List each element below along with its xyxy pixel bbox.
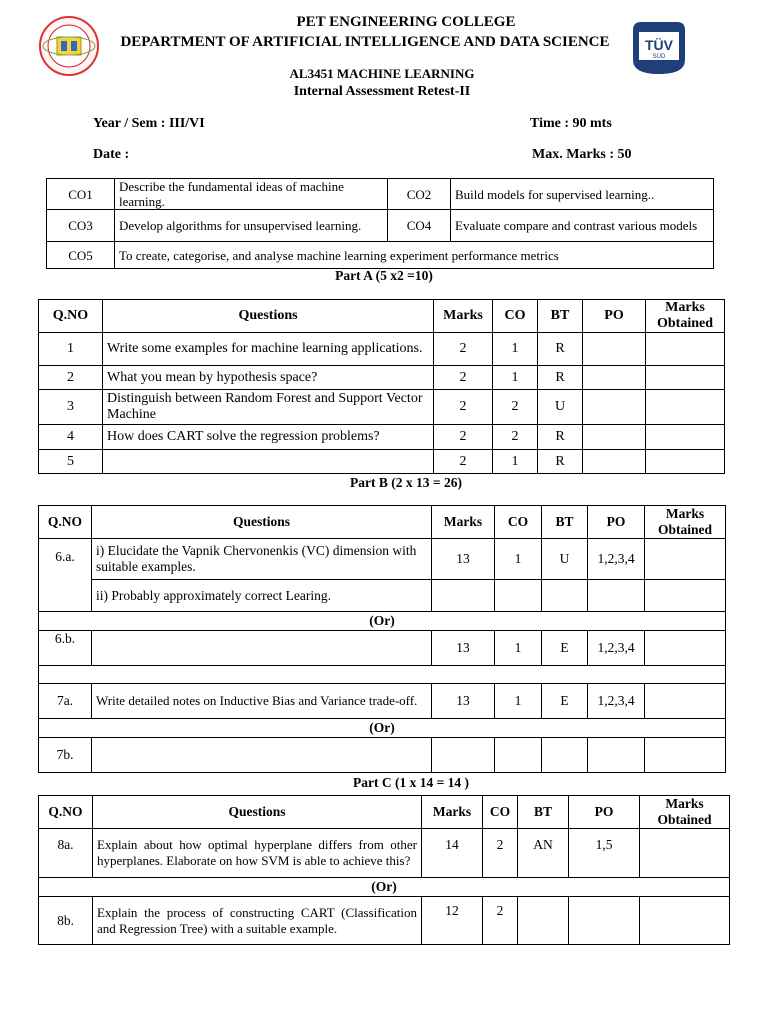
marks	[432, 738, 495, 773]
qno: 8b.	[39, 897, 93, 945]
co: 2	[493, 425, 538, 450]
empty-cell	[645, 580, 726, 612]
col-questions: Questions	[93, 796, 422, 829]
col-bt: BT	[542, 506, 588, 539]
co: 1	[495, 539, 542, 580]
max-marks: Max. Marks : 50	[532, 147, 632, 162]
co-code: CO4	[388, 210, 451, 242]
marks: 2	[434, 450, 493, 474]
po: 1,5	[569, 829, 640, 878]
co: 1	[495, 684, 542, 719]
table-row	[39, 425, 725, 450]
bt: E	[542, 631, 588, 666]
table-row	[39, 539, 726, 580]
col-bt: BT	[518, 796, 569, 829]
col-questions: Questions	[92, 506, 432, 539]
po	[583, 333, 646, 366]
co: 1	[493, 366, 538, 390]
col-po: PO	[583, 300, 646, 333]
po	[583, 450, 646, 474]
college-logo	[38, 15, 100, 77]
table-row	[39, 333, 725, 366]
question	[103, 450, 434, 474]
course-title: AL3451 MACHINE LEARNING	[289, 66, 475, 81]
qno: 7a.	[39, 684, 92, 719]
col-po: PO	[569, 796, 640, 829]
col-qno: Q.NO	[39, 300, 103, 333]
or-separator: (Or)	[39, 878, 730, 897]
part-c-title: Part C (1 x 14 = 14 )	[352, 775, 470, 790]
co-code: CO1	[47, 179, 115, 210]
col-co: CO	[493, 300, 538, 333]
col-questions: Questions	[103, 300, 434, 333]
table-row	[39, 390, 725, 425]
col-marks: Marks	[432, 506, 495, 539]
po: 1,2,3,4	[588, 539, 645, 580]
question: Write some examples for machine learning applications.	[103, 333, 434, 366]
part-a-table	[38, 299, 725, 474]
co-code: CO2	[388, 179, 451, 210]
spacer-row	[39, 666, 726, 684]
bt: R	[538, 425, 583, 450]
marks-obtained-cell	[645, 631, 726, 666]
qno: 3	[39, 390, 103, 425]
time: Time : 90 mts	[530, 116, 612, 131]
col-qno: Q.NO	[39, 796, 93, 829]
po	[569, 897, 640, 945]
or-separator: (Or)	[39, 719, 726, 738]
marks-obtained-cell	[646, 450, 725, 474]
marks: 2	[434, 390, 493, 425]
qno: 4	[39, 425, 103, 450]
co: 2	[483, 897, 518, 945]
co-text: Evaluate compare and contrast various models	[451, 210, 714, 242]
question: Explain about how optimal hyperplane differs from other hyperplanes. Elaborate on how SVM is able to achieve this?	[93, 829, 422, 878]
co-text: Develop algorithms for unsupervised learning.	[115, 210, 388, 242]
co: 2	[483, 829, 518, 878]
co-text: Build models for supervised learning..	[451, 179, 714, 210]
question: Distinguish between Random Forest and Support Vector Machine	[103, 390, 434, 425]
department-name: DEPARTMENT OF ARTIFICIAL INTELLIGENCE AND DATA SCIENCE	[120, 34, 610, 50]
table-row	[39, 738, 726, 773]
table-row	[39, 684, 726, 719]
college-name: PET ENGINEERING COLLEGE	[296, 14, 516, 30]
table-row	[39, 897, 730, 945]
question: ii) Probably approximately correct Learing.	[92, 580, 432, 612]
co	[495, 738, 542, 773]
year-sem: Year / Sem : III/VI	[93, 116, 205, 131]
part-b-table	[38, 505, 726, 773]
marks-obtained-cell	[646, 333, 725, 366]
question	[92, 738, 432, 773]
exam-title: Internal Assessment Retest-II	[293, 84, 471, 99]
empty-cell	[432, 580, 495, 612]
col-marks-obtained: Marks Obtained	[646, 300, 725, 333]
bt	[518, 897, 569, 945]
col-marks-obtained: Marks Obtained	[645, 506, 726, 539]
co-code: CO3	[47, 210, 115, 242]
question: How does CART solve the regression problems?	[103, 425, 434, 450]
bt: U	[542, 539, 588, 580]
empty-cell	[588, 580, 645, 612]
col-co: CO	[483, 796, 518, 829]
marks-obtained-cell	[645, 738, 726, 773]
bt: R	[538, 333, 583, 366]
date: Date :	[93, 147, 130, 162]
question: Write detailed notes on Inductive Bias and Variance trade-off.	[92, 684, 432, 719]
marks: 2	[434, 425, 493, 450]
bt	[542, 738, 588, 773]
marks-obtained-cell	[646, 390, 725, 425]
co: 1	[495, 631, 542, 666]
qno: 5	[39, 450, 103, 474]
marks-obtained-cell	[645, 684, 726, 719]
marks-obtained-cell	[640, 829, 730, 878]
qno: 8a.	[39, 829, 93, 878]
col-bt: BT	[538, 300, 583, 333]
marks-obtained-cell	[645, 539, 726, 580]
col-marks: Marks	[422, 796, 483, 829]
qno: 6.b.	[39, 631, 92, 666]
question	[92, 631, 432, 666]
po	[583, 390, 646, 425]
part-b-title: Part B (2 x 13 = 26)	[350, 475, 462, 490]
col-qno: Q.NO	[39, 506, 92, 539]
qno: 1	[39, 333, 103, 366]
qno: 2	[39, 366, 103, 390]
marks: 13	[432, 631, 495, 666]
co: 1	[493, 450, 538, 474]
table-row	[39, 450, 725, 474]
co-text: Describe the fundamental ideas of machine learning.	[115, 179, 388, 210]
po	[583, 425, 646, 450]
bt: R	[538, 366, 583, 390]
table-row	[39, 580, 726, 612]
table-row	[39, 366, 725, 390]
question: i) Elucidate the Vapnik Chervonenkis (VC) dimension with suitable examples.	[92, 539, 432, 580]
or-separator: (Or)	[39, 612, 726, 631]
po: 1,2,3,4	[588, 631, 645, 666]
po	[588, 738, 645, 773]
sud-text: SÜD	[652, 54, 666, 60]
co-code: CO5	[47, 242, 115, 269]
co: 2	[493, 390, 538, 425]
table-row	[39, 829, 730, 878]
marks-obtained-cell	[646, 366, 725, 390]
co-text: To create, categorise, and analyse machine learning experiment performance metrics	[115, 242, 714, 269]
col-po: PO	[588, 506, 645, 539]
marks: 14	[422, 829, 483, 878]
marks: 12	[422, 897, 483, 945]
empty-cell	[542, 580, 588, 612]
question: Explain the process of constructing CART (Classification and Regression Tree) with a suitable example.	[93, 897, 422, 945]
col-marks-obtained: Marks Obtained	[640, 796, 730, 829]
marks-obtained-cell	[646, 425, 725, 450]
qno: 6.a.	[39, 539, 92, 612]
marks: 13	[432, 539, 495, 580]
bt: AN	[518, 829, 569, 878]
col-co: CO	[495, 506, 542, 539]
po	[583, 366, 646, 390]
marks: 13	[432, 684, 495, 719]
course-outcomes-table	[46, 178, 714, 269]
col-marks: Marks	[434, 300, 493, 333]
co: 1	[493, 333, 538, 366]
bt: U	[538, 390, 583, 425]
bt: E	[542, 684, 588, 719]
marks-obtained-cell	[640, 897, 730, 945]
part-a-title: Part A (5 x2 =10)	[335, 268, 433, 283]
empty-cell	[495, 580, 542, 612]
question: What you mean by hypothesis space?	[103, 366, 434, 390]
po: 1,2,3,4	[588, 684, 645, 719]
bt: R	[538, 450, 583, 474]
tuv-text: TÜV	[645, 37, 673, 53]
marks: 2	[434, 333, 493, 366]
marks: 2	[434, 366, 493, 390]
table-row	[39, 631, 726, 666]
part-c-table	[38, 795, 730, 945]
qno: 7b.	[39, 738, 92, 773]
